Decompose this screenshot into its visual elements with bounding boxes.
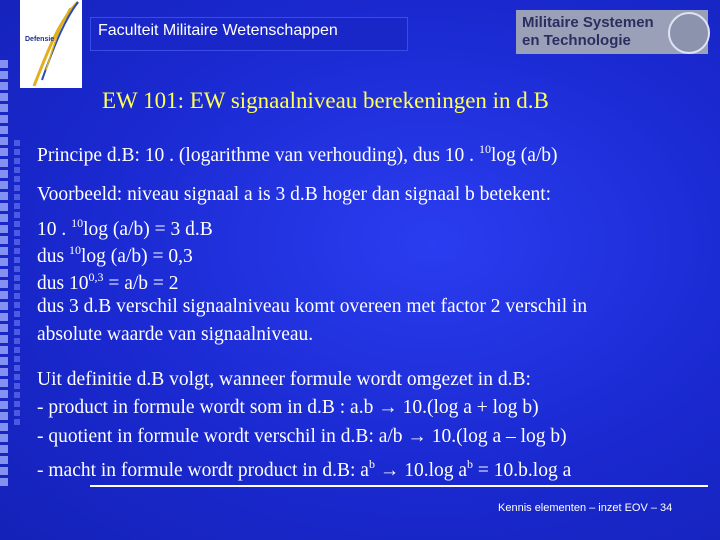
mst-logo [516, 10, 708, 54]
slide-title: EW 101: EW signaalniveau berekeningen in d.B [102, 88, 549, 113]
example-step-3: dus $10^{0,3} = a/b = 2$ [37, 270, 179, 294]
example-conclusion-2: absolute waarde van signaalniveau. [37, 324, 314, 345]
definition-intro: Uit definitie d.B volgt, wanneer formule wordt omgezet in d.B: [37, 369, 531, 390]
decorative-squares-inner [14, 140, 22, 425]
rule-quotient: - quotient in formule wordt verschil in d.B: a/b → 10.(log a – log b) [37, 426, 567, 447]
rule-power: - macht in formule wordt product in d.B: $a^b \to 10.\log$ $a^b = 10.b.\log$ a [37, 457, 572, 481]
faculty-name: Faculteit Militaire Wetenschappen [98, 22, 338, 39]
example-line: Voorbeeld: niveau signaal a is 3 d.B hoger dan signaal b betekent: [37, 184, 552, 205]
defensie-logo [20, 0, 82, 88]
principle-line: Principe d.B: 10 . (logarithme van verhouding), dus 10 . $^{10}$log (a/b) [37, 142, 558, 166]
feather-icon [20, 0, 82, 88]
example-step-2: dus $^{10}$log (a/b) = 0,3 [37, 243, 193, 267]
footer-text: Kennis elementen – inzet EOV – 34 [498, 502, 673, 514]
example-step-1: 10 . $^{10}$log (a/b) = 3 d.B [37, 216, 213, 240]
footer-divider [90, 485, 708, 487]
mst-logo-line1: Militaire Systemen [522, 14, 654, 31]
decorative-squares [0, 60, 14, 486]
compass-icon [668, 12, 710, 54]
example-conclusion: dus 3 d.B verschil signaalniveau komt overeen met factor 2 verschil in [37, 296, 588, 317]
defensie-logo-text: Defensie [25, 36, 55, 43]
rule-product: - product in formule wordt som in d.B : a.b → 10.(log a + log b) [37, 397, 539, 418]
mst-logo-line2: en Technologie [522, 32, 631, 49]
